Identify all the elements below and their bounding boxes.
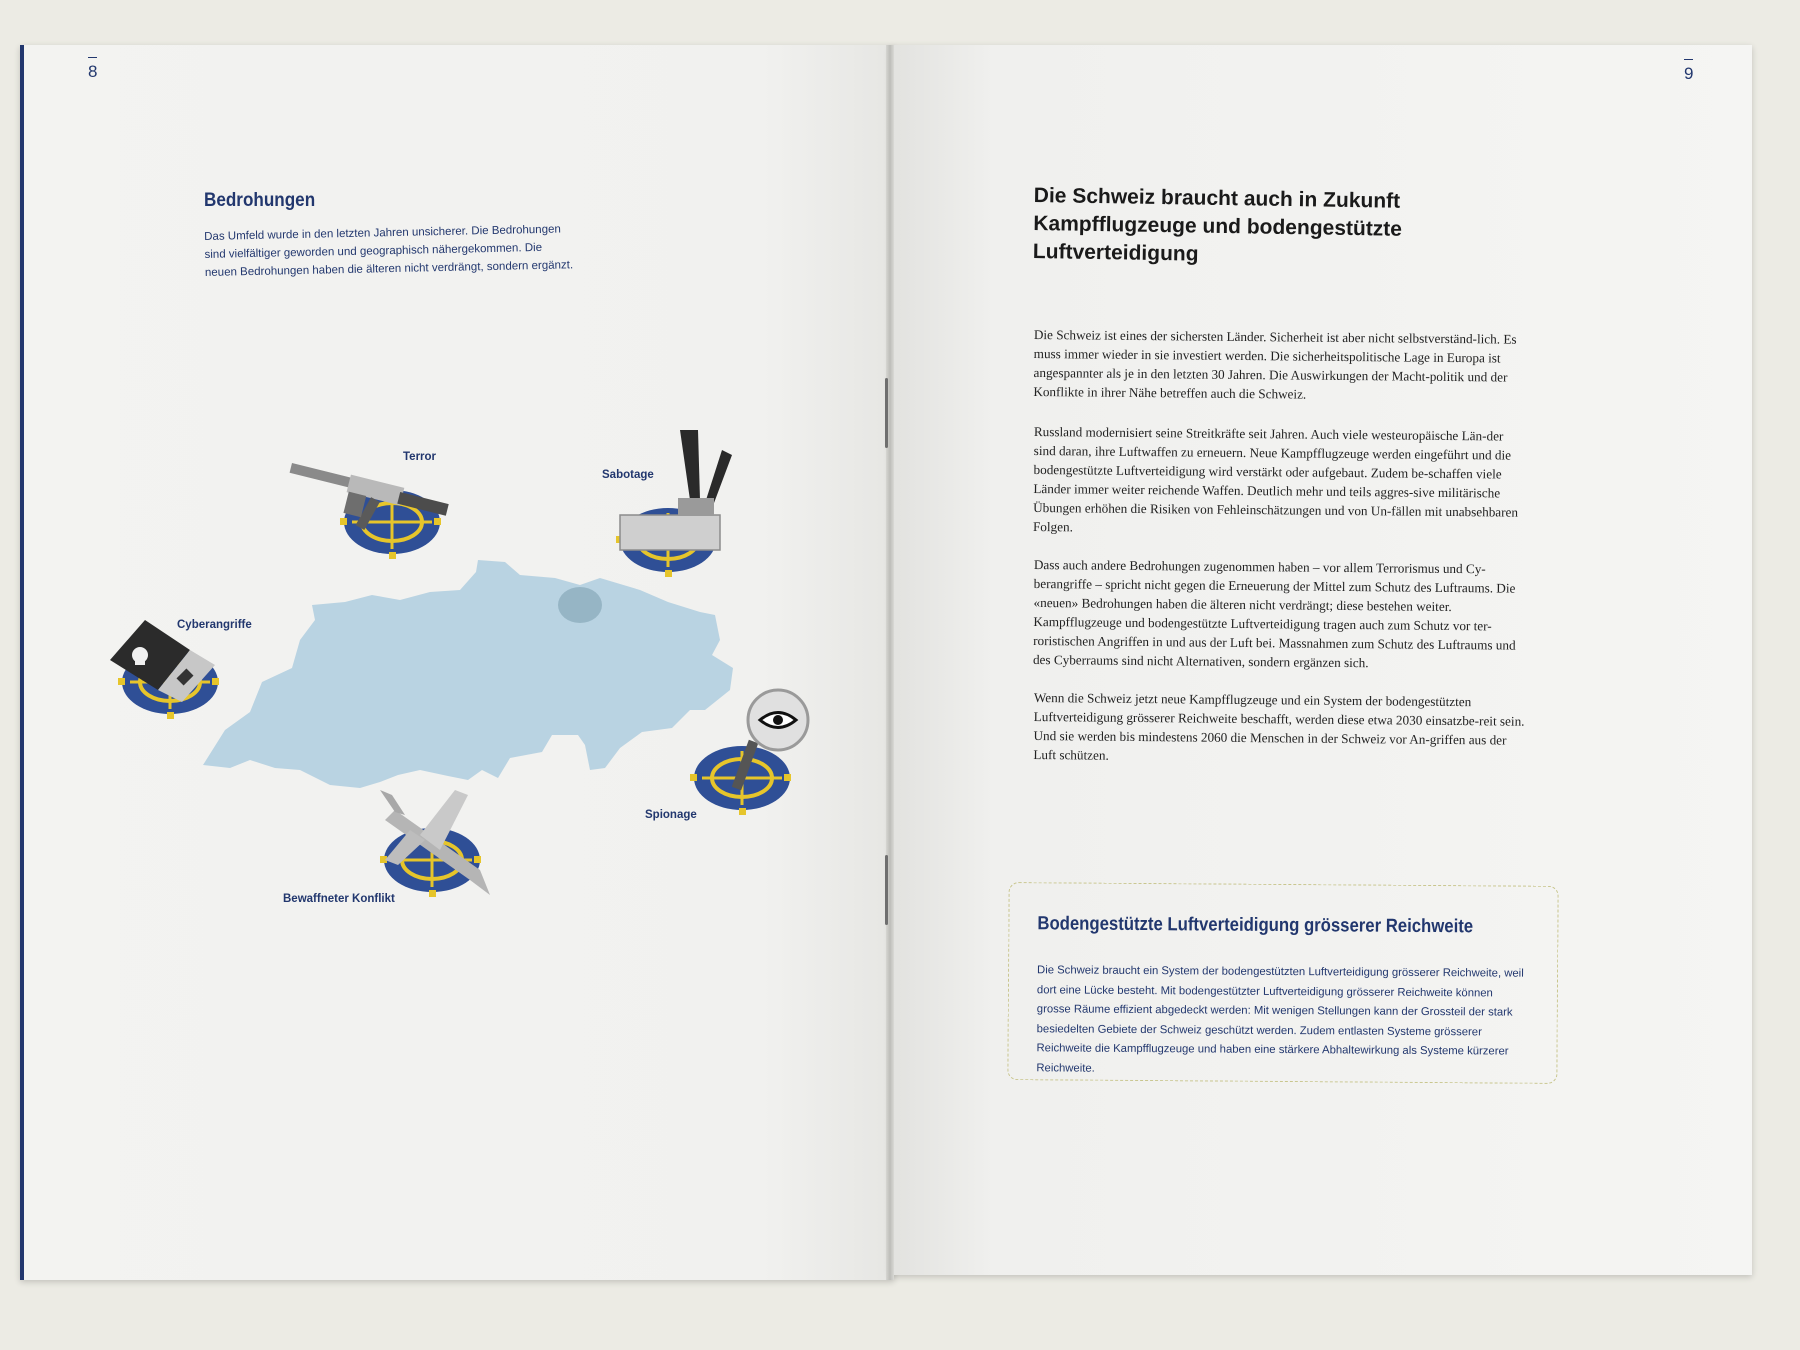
paragraph-4: Wenn die Schweiz jetzt neue Kampfflugzeuge und ein System der bodengestützten Luftverteidigung grösserer Reichweite beschafft, werden diese etwa 2030 einsatzbe-reit sein. Und sie werden bis mindestens 2060 die Menschen in der Schweiz vor An-griffen aus der Luft schützen. <box>1033 689 1525 763</box>
page-number-left: 8 <box>88 62 98 81</box>
infobox-text: Die Schweiz braucht ein System der bodengestützten Luftverteidigung grösserer Reichweite, weil dort eine Lücke besteht. Mit bodengestützter Luftverteidigung grösserer Reichweite können grosse Räume effizient abgedeckt werden: Mit wenigen Stellungen kann der Grossteil der stark besiedelten Gebiete der Schweiz geschützt werden. Zudem entlasten Systeme grösserer Reichweite die Kampfflugzeuge und haben eine stärkere Abhaltewirkung als Systeme kürzerer Reichweite. <box>1036 964 1524 1075</box>
threat-label-terror: Terror <box>403 451 437 463</box>
threat-label-cyber: Cyberangriffe <box>177 619 252 631</box>
infobox <box>1007 882 1558 1084</box>
infobox-title: Bodengestützte Luftverteidigung grösserer Reichweite <box>1037 913 1474 938</box>
page-number-right: 9 <box>1684 64 1694 83</box>
section-title-bedrohungen: Bedrohungen <box>204 190 316 211</box>
switzerland-map <box>203 560 733 788</box>
threat-illustration <box>0 0 900 1000</box>
paragraph-2: Russland modernisiert seine Streitkräfte seit Jahren. Auch viele westeuropäische Län-der sind daran, ihre Luftwaffen zu erneuern. Neue Kampfflugzeuge werden eingeführt und die bodengestützte Luftverteidigung wird verstärkt oder aufgebaut. Zudem be-schaffen viele Länder immer weiter reichende Waffen. Deutlich mehr und teils aggres-sive militärische Übungen erhöhen die Risiken von Fehleinschätzungen und von Un-fällen mit unabsehbaren Folgen. <box>1032 423 1519 535</box>
paragraph-1: Die Schweiz ist eines der sichersten Länder. Sicherheit ist aber nicht selbstverständ-lich. Es muss immer wieder in sie investiert werden. Die sicherheitspolitische Lage in Europa ist angespannter als je in den letzten 30 Jahren. Die Auswirkungen der Macht-politik und der Konflikte in ihrer Nähe betreffen auch die Schweiz. <box>1033 326 1517 402</box>
threat-label-sabotage: Sabotage <box>602 469 654 481</box>
threat-label-konflikt: Bewaffneter Konflikt <box>283 893 395 905</box>
threat-label-spionage: Spionage <box>645 809 697 821</box>
pliers-icon <box>620 430 732 550</box>
section-intro: Das Umfeld wurde in den letzten Jahren unsicherer. Die Bedrohungen sind vielfältiger geworden und geographisch nähergekommen. Die neuen Bedrohungen haben die älteren nicht verdrängt, sondern ergänzt. <box>204 223 574 279</box>
page-title: Die Schweiz braucht auch in Zukunft Kampfflugzeuge und bodengestützte Luftverteidigung <box>1032 183 1403 266</box>
paragraph-3: Dass auch andere Bedrohungen zugenommen haben – vor allem Terrorismus und Cy-berangriffe – spricht nicht gegen die Erneuerung der Mittel zum Schutz des Luftraums. Die «neuen» Bedrohungen haben die älteren nicht verdrängt; diese bestehen weiter. Kampfflugzeuge und bodengestützte Luftverteidigung tragen auch zum Schutz vor ter-roristischen Angriffen in und aus der Luft bei. Massnahmen zum Schutz des Luftraums und des Cyberraums sind nicht Alternativen, sondern ergänzen sich. <box>1032 556 1516 671</box>
